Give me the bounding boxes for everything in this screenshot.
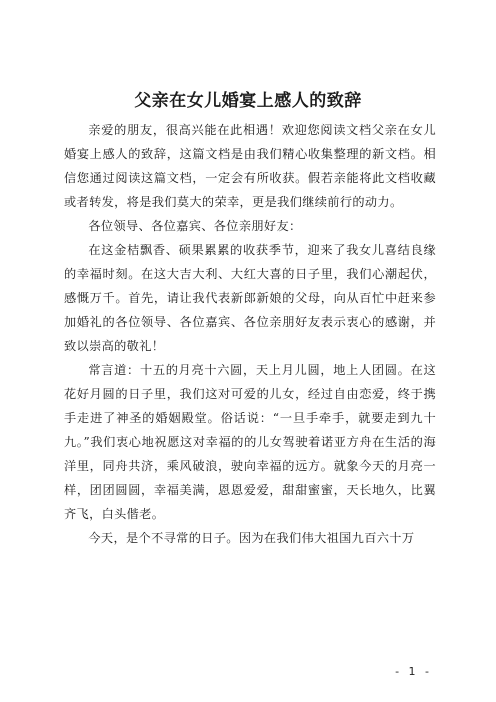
- page-number: - 1 -: [395, 665, 432, 678]
- paragraph-welcome: 在这金桔飘香、硕果累累的收获季节，迎来了我女儿喜结良缘的幸福时刻。在这大吉大利、大红大喜的日子里，我们心潮起伏，感慨万千。首先，请让我代表新郎新娘的父母，向从百忙中赶来参加婚礼的各位领导、各位嘉宾、各位亲朋好友表示衷心的感谢，并致以崇高的敬礼！: [64, 243, 436, 353]
- paragraph-blessing: 常言道：十五的月亮十六圆，天上月儿圆，地上人团圆。在这花好月圆的日子里，我们这对可爱的儿女，经过自由恋爱，终于携手走进了神圣的婚姻殿堂。俗话说：“一旦手牵手，就要走到九十九。”我们衷心地祝愿这对幸福的的儿女驾驶着诺亚方舟在生活的海洋里，同舟共济，乘风破浪，驶向幸福的远方。就象今天的月亮一样，团团圆圆，幸福美满，恩恩爱爱，甜甜蜜蜜，天长地久，比翼齐飞，白头偕老。: [64, 363, 436, 521]
- document-body: [64, 118, 436, 550]
- document-title: 父亲在女儿婚宴上感人的致辞: [134, 91, 362, 111]
- paragraph-salutation: 各位领导、各位嘉宾、各位亲朋好友：: [88, 219, 302, 233]
- paragraph-intro: 亲爱的朋友，很高兴能在此相遇！欢迎您阅读文档父亲在女儿婚宴上感人的致辞，这篇文档是由我们精心收集整理的新文档。相信您通过阅读这篇文档，一定会有所收获。假若亲能将此文档收藏或者转发，将是我们莫大的荣幸，更是我们继续前行的动力。: [64, 123, 436, 209]
- paragraph-today: 今天，是个不寻常的日子。因为在我们伟大祖国九百六十万: [88, 531, 415, 545]
